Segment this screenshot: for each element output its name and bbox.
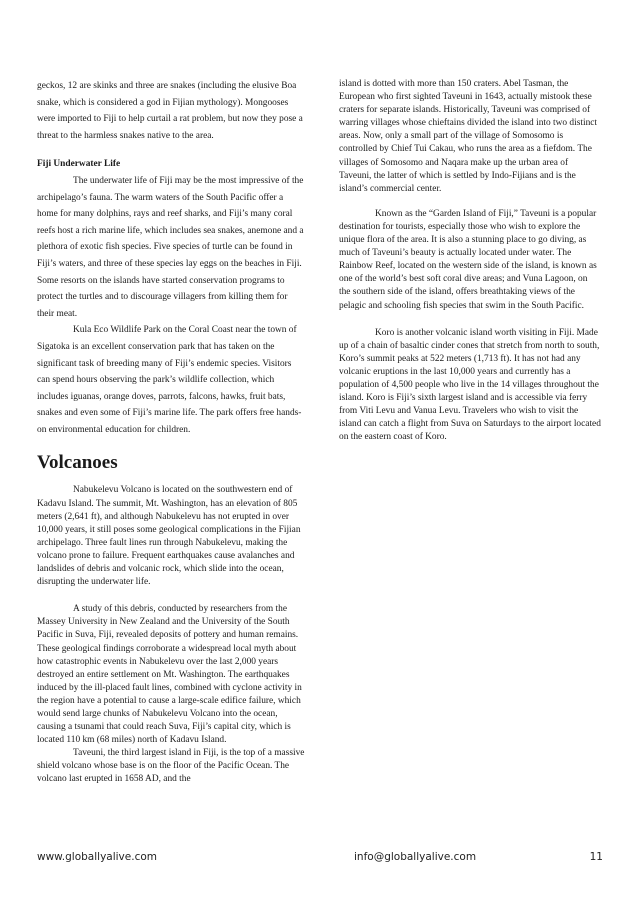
volcanoes-paragraph-2: A study of this debris, conducted by researchers from the Massey University in New Zealand and the University of the South Pacific in Suva, Fiji, revealed deposits of pottery and human remains. These geological findings corroborate a widespread local myth about how catastrophic events in Nabukelevu over the last 2,000 years destroyed an entire settlement on Mt. Washington. The earthquakes induced by the ill-placed fault lines, combined with cyclone activity in the region have a potential to cause a large-scale edifice failure, which would send large chunks of Nabukelevu Volcano into the ocean, causing a tsunami that could reach Suva, Fiji’s capital city, which is located 110 km (68 miles) north of Kadavu Island. [37,604,302,746]
underwater-life-paragraph-2: Kula Eco Wildlife Park on the Coral Coast near the town of Sigatoka is an excellent conservation park that has taken on the significant task of breeding many of Fiji’s endemic species. Visitors can spend hours observing the park’s wildlife collection, which includes iguanas, orange doves, parrots, falcons, hawks, fruit bats, snakes and even some of Fiji’s marine life. The park offers free hands-on environmental education for children. [37,325,302,435]
volcanoes-paragraph-3: Taveuni, the third largest island in Fiji, is the top of a massive shield volcano whose base is on the floor of the Pacific Ocean. The volcano last erupted in 1658 AD, and the [37,748,305,785]
page-footer [37,851,603,867]
taveuni-paragraph: island is dotted with more than 150 craters. Abel Tasman, the European who first sighted Taveuni in 1643, actually mistook these craters for separate islands. Historically, Taveuni was comprised of warring villages whose chieftains divided the island into two distinct areas. Now, only a small part of the village of Somosomo is controlled by Chief Tui Cakau, who runs the area as a fiefdom. The villages of Somosomo and Naqara make up the urban area of Taveuni, the latter of which is settled by Indo-Fijians and is the island’s commercial center. [339,79,598,194]
intro-paragraph: geckos, 12 are skinks and three are snakes (including the elusive Boa snake, which is considered a god in Fijian mythology). Mongooses were imported to Fiji to help curtail a rat problem, but now they pose a threat to the harmless snakes native to the area. [37,81,303,141]
right-column [339,78,601,444]
volcanoes-heading: Volcanoes [37,452,118,474]
underwater-life-paragraph-1: The underwater life of Fiji may be the most impressive of the archipelago’s fauna. The warm waters of the South Pacific offer a home for many dolphins, rays and reef sharks, and Fiji’s many coral reefs host a rich marine life, which includes sea snakes, anemone and a plethora of exotic fish species. Five species of turtle can be found in Fiji’s waters, and three of these species lay eggs on the beaches in Fiji. Some resorts on the islands have started conservation programs to protect the turtles and to discourage villagers from killing them for their meat. [37,175,304,319]
left-column [37,78,305,787]
koro-paragraph: Koro is another volcanic island worth visiting in Fiji. Made up of a chain of basaltic cinder cones that stretch from north to south, Koro’s summit peaks at 522 meters (1,713 ft). It has not had any volcanic eruptions in the last 10,000 years and currently has a population of 4,500 people who live in the 14 villages throughout the island. Koro is Fiji’s sixth largest island and is accessible via ferry from Viti Levu and Vanua Levu. Travelers who wish to visit the island can catch a flight from Suva on Saturdays to the airport located on the eastern coast of Koro. [339,327,601,443]
page-number: 11 [589,851,603,863]
footer-website: www.globallyalive.com [37,851,157,863]
footer-email: info@globallyalive.com [354,851,477,863]
volcanoes-paragraph-1: Nabukelevu Volcano is located on the southwestern end of Kadavu Island. The summit, Mt. Washington, has an elevation of 805 meters (2,641 ft), and although Nabukelevu has not erupted in over 10,000 years, it still poses some geological complications in the Fijian archipelago. Three fault lines run through Nabukelevu, making the volcano prone to failure. Frequent earthquakes cause avalanches and landslides of debris and volcanic rock, which slide into the ocean, disrupting the underwater life. [37,485,301,588]
underwater-life-heading: Fiji Underwater Life [37,159,121,170]
garden-island-paragraph: Known as the “Garden Island of Fiji,” Taveuni is a popular destination for tourists, especially those who wish to explore the unique flora of the area. It is also a stunning place to go diving, as much of Taveuni’s beauty is actually located under water. The Rainbow Reef, located on the western side of the island, is known as one of the world’s best soft coral dive areas; and Vuna Lagoon, on the southern side of the island, offers breathtaking views of the pelagic and schooling fish species that swim in the South Pacific. [339,208,597,311]
